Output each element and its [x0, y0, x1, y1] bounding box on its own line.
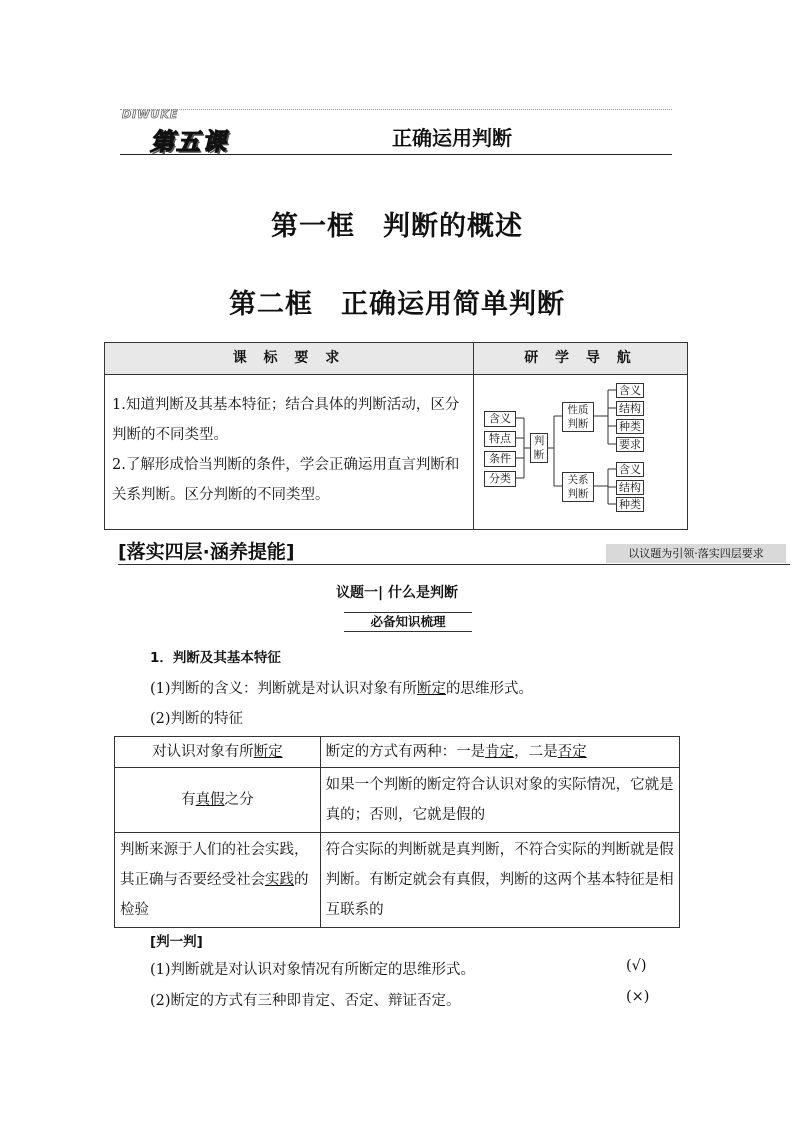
section-tag: 以议题为引领·落实四层要求	[606, 544, 786, 563]
judge-question-2: (2)断定的方式有三种即肯定、否定、辩证否定。	[150, 993, 461, 1009]
requirement-1: 1.知道判断及其基本特征；结合具体的判断活动，区分判断的不同类型。	[112, 397, 460, 443]
table-row	[115, 737, 680, 768]
mindmap-node-left-2: 特点	[484, 431, 516, 447]
mindmap-node-gx-2: 结构	[616, 480, 644, 495]
lesson-badge: 第五课	[150, 128, 228, 156]
cell-text: 有	[181, 792, 196, 808]
lesson-title: 正确运用判断	[392, 126, 512, 150]
mindmap-node-guanxi: 关系判断	[562, 472, 594, 502]
mindmap-node-gx-3: 种类	[616, 497, 644, 512]
cell-text: 的检验	[120, 872, 309, 918]
table-cell	[115, 833, 321, 928]
cell-text: 对认识对象有所	[152, 744, 254, 760]
judge-label: [判一判]	[150, 934, 203, 950]
knowledge-badge: 必备知识梳理	[344, 612, 472, 632]
p1-suffix: 的思维形式。	[446, 681, 534, 697]
mindmap-node-left-3: 条件	[484, 451, 516, 467]
section-title-2: 第二框 正确运用简单判断	[229, 289, 565, 320]
cell-underlined: 否定	[557, 744, 587, 760]
mindmap-node-left-1: 含义	[484, 411, 516, 427]
judge-answer-1: (√)	[626, 958, 647, 974]
header-rule	[120, 154, 672, 155]
header-watermark: DIWUKE	[122, 108, 179, 121]
mindmap-node-gx-1: 含义	[616, 462, 644, 477]
mindmap-node-left-4: 分类	[484, 471, 516, 487]
standards-header: 课 标 要 求	[104, 342, 474, 375]
cell-underlined: 断定	[253, 744, 283, 760]
judge-question-1: (1)判断就是对认识对象情况有所断定的思维形式。	[150, 962, 476, 978]
header-dotted-line	[120, 109, 672, 110]
table-row	[115, 833, 680, 928]
topic-heading: 议题一| 什么是判断	[336, 585, 458, 601]
content-heading-1: 1．判断及其基本特征	[150, 650, 281, 666]
p1-underlined: 断定	[417, 681, 447, 697]
requirement-2: 2.了解形成恰当判断的条件，学会正确运用直言判断和关系判断。区分判断的不同类型。	[112, 457, 460, 503]
judge-answer-2: (×)	[626, 989, 650, 1005]
cell-text: ，二是	[514, 744, 558, 760]
study-guide-header: 研 学 导 航	[473, 342, 688, 375]
section-title-1: 第一框 判断的概述	[271, 211, 523, 242]
section-heading: [落实四层·涵养提能]	[118, 541, 295, 563]
table-row	[115, 768, 680, 833]
content-paragraph-1	[150, 677, 533, 698]
features-table	[114, 736, 680, 928]
table-cell: 如果一个判断的断定符合认识对象的实际情况，它就是真的；否则，它就是假的	[320, 768, 679, 833]
cell-text: 断定的方式有两种：一是	[325, 744, 486, 760]
table-cell: 符合实际的判断就是真判断，不符合实际的判断就是假判断。有断定就会有真假，判断的这两个基本特征是相互联系的	[320, 833, 679, 928]
mindmap-node-xz-2: 结构	[616, 401, 644, 416]
cell-text: 之分	[224, 792, 254, 808]
cell-underlined: 真假	[195, 792, 225, 808]
cell-underlined: 实践	[265, 872, 294, 888]
requirements	[112, 390, 467, 510]
mindmap-node-center: 判断	[530, 433, 548, 463]
p1-prefix: (1)判断的含义：判断就是对认识对象有所	[150, 681, 418, 697]
content-paragraph-2: (2)判断的特征	[150, 711, 244, 727]
table-cell	[115, 768, 321, 833]
table-cell	[320, 737, 679, 768]
cell-text: 判断来源于人们的社会实践，其正确与否要经受社会	[120, 842, 309, 888]
cell-underlined: 肯定	[485, 744, 515, 760]
section-rule	[118, 564, 790, 565]
mindmap-node-xz-1: 含义	[616, 383, 644, 398]
mindmap-node-xingzhi: 性质判断	[562, 402, 594, 432]
mindmap-node-xz-4: 要求	[616, 437, 644, 452]
table-cell	[115, 737, 321, 768]
standards-divider	[473, 374, 474, 530]
mindmap-node-xz-3: 种类	[616, 419, 644, 434]
